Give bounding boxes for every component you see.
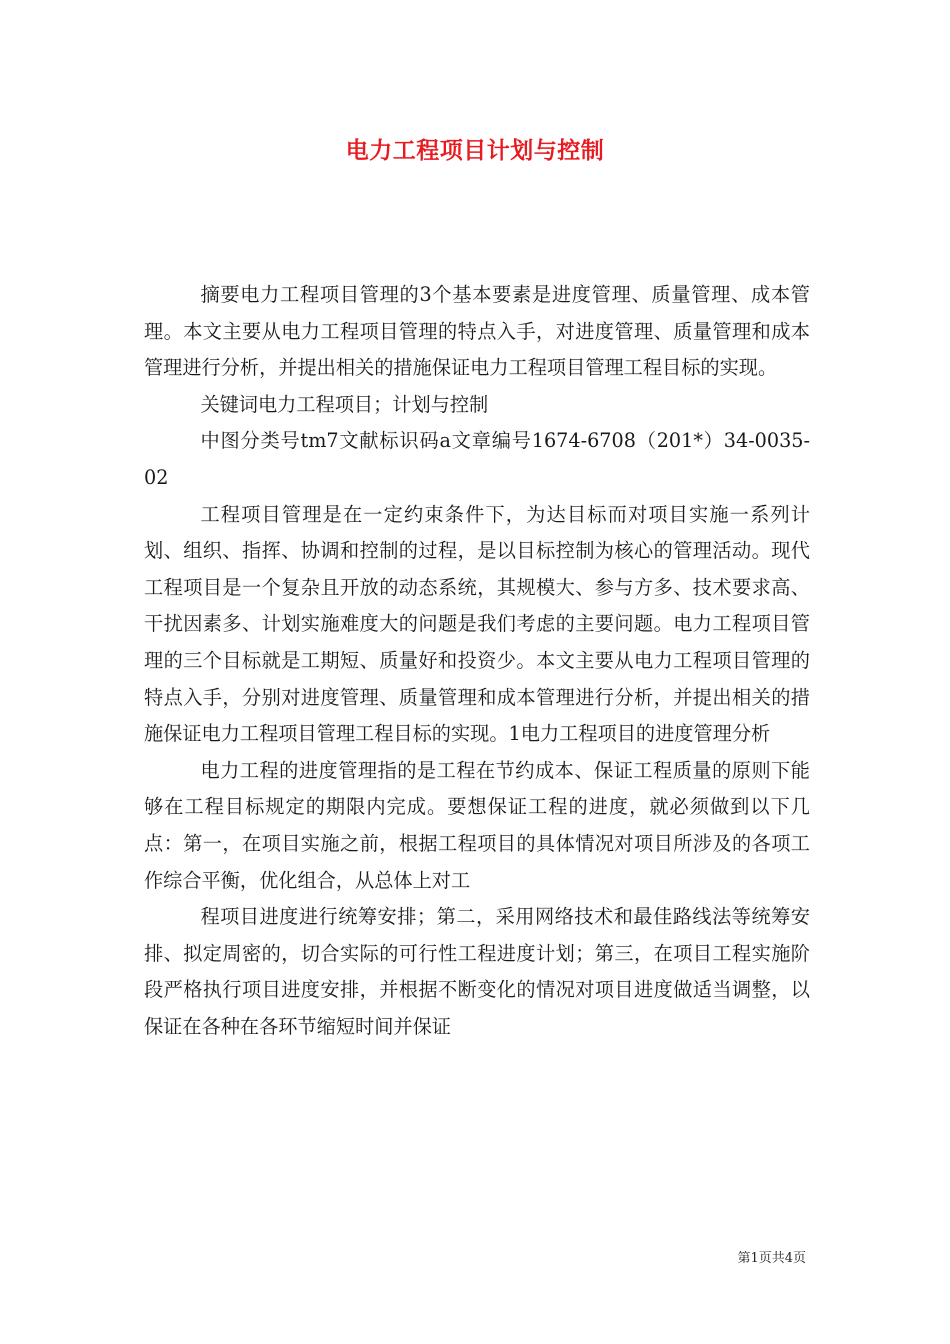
- body-paragraph: 程项目进度进行统筹安排；第二，采用网络技术和最佳路线法等统筹安排、拟定周密的，切合实际的可行性工程进度计划；第三，在项目工程实施阶段严格执行项目进度安排，并根据不断变化的情况对项目进度做适当调整，以保证在各种在各环节缩短时间并保证: [144, 905, 810, 1038]
- body-paragraph: 电力工程的进度管理指的是工程在节约成本、保证工程质量的原则下能够在工程目标规定的期限内完成。要想保证工程的进度，就必须做到以下几点：第一，在项目实施之前，根据工程项目的具体情况对项目所涉及的各项工作综合平衡，优化组合，从总体上对工: [144, 758, 810, 892]
- keywords-paragraph: 关键词电力工程项目；计划与控制: [200, 392, 489, 416]
- body-paragraph: 工程项目管理是在一定约束条件下，为达目标而对项目实施一系列计划、组织、指挥、协调和控制的过程，是以目标控制为核心的管理活动。现代工程项目是一个复杂且开放的动态系统，其规模大、参与方多、技术要求高、干扰因素多、计划实施难度大的问题是我们考虑的主要问题。电力工程项目管理的三个目标就是工期短、质量好和投资少。本文主要从电力工程项目管理的特点入手，分别对进度管理、质量管理和成本管理进行分析，并提出相关的措施保证电力工程项目管理工程目标的实现。1电力工程项目的进度管理分析: [144, 502, 810, 746]
- document-body: [144, 277, 810, 1045]
- page-number: 第1页共4页: [737, 1251, 806, 1266]
- abstract-paragraph: 摘要电力工程项目管理的3个基本要素是进度管理、质量管理、成本管理。本文主要从电力工程项目管理的特点入手，对进度管理、质量管理和成本管理进行分析，并提出相关的措施保证电力工程项目管理工程目标的实现。: [144, 283, 810, 380]
- document-title: 电力工程项目计划与控制: [345, 137, 605, 164]
- classification-paragraph: 中图分类号tm7文献标识码a文章编号1674-6708（201*）34-0035-02: [144, 429, 810, 489]
